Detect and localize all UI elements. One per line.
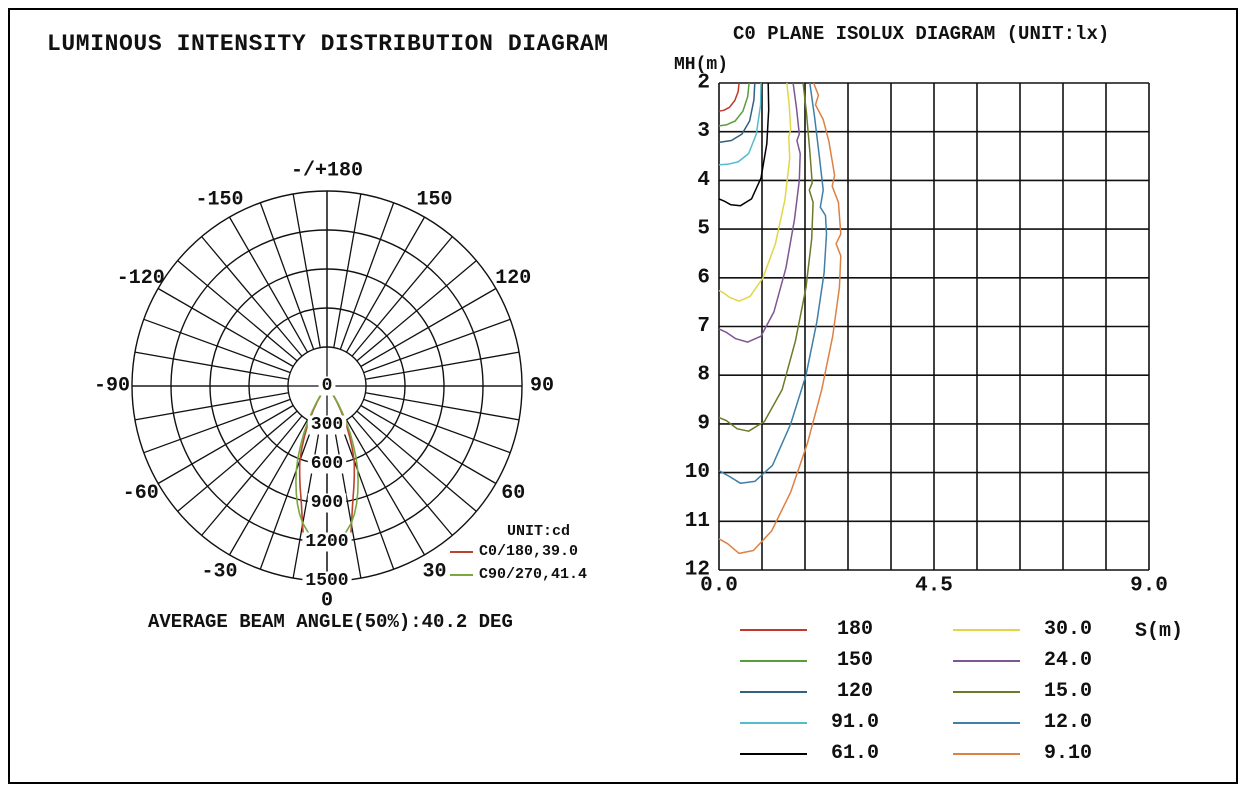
angle-label: -150 xyxy=(195,188,244,212)
polar-legend-label-c0: C0/180,39.0 xyxy=(479,543,579,560)
isolux-y-axis-label: MH(m) xyxy=(674,55,729,75)
angle-label: -90 xyxy=(93,374,131,398)
polar-legend-unit: UNIT:cd xyxy=(507,523,571,540)
isolux-legend-item-15.0 xyxy=(953,680,1116,703)
legend-color-line-c0 xyxy=(450,551,473,553)
polar-spoke xyxy=(144,399,291,452)
ring-label: 1200 xyxy=(305,532,349,552)
isolux-legend-item-12.0 xyxy=(953,711,1116,734)
legend-color-line xyxy=(740,660,807,662)
ring-label: 600 xyxy=(310,454,344,474)
isolux-legend-label: 120 xyxy=(836,680,873,703)
average-beam-angle-note: AVERAGE BEAM ANGLE(50%):40.2 DEG xyxy=(148,611,513,633)
legend-color-line xyxy=(953,753,1020,755)
isolux-legend-label: 150 xyxy=(836,649,873,672)
legend-color-line xyxy=(953,722,1020,724)
isolux-contour-120 xyxy=(719,83,755,142)
x-tick-label: 0.0 xyxy=(700,574,738,598)
angle-label: 90 xyxy=(529,374,555,398)
y-tick-label: 8 xyxy=(697,363,710,387)
angle-label: -30 xyxy=(201,560,238,584)
isolux-contour-150 xyxy=(719,83,749,126)
legend-color-line xyxy=(740,722,807,724)
polar-legend-item-c90 xyxy=(450,566,587,583)
y-tick-label: 10 xyxy=(684,461,710,485)
angle-label: 120 xyxy=(495,267,532,290)
isolux-legend-item-24.0 xyxy=(953,649,1116,672)
polar-spoke xyxy=(364,399,511,452)
ring-label: 1500 xyxy=(305,571,349,591)
polar-spoke xyxy=(365,393,519,420)
y-tick-label: 9 xyxy=(697,412,710,436)
isolux-legend-label: 24.0 xyxy=(1043,649,1092,672)
isolux-legend-item-9.10 xyxy=(953,742,1116,765)
y-tick-label: 3 xyxy=(697,120,710,144)
isolux-legend-item-150 xyxy=(740,649,903,672)
legend-color-line xyxy=(953,691,1020,693)
x-tick-label: 4.5 xyxy=(915,574,953,598)
angle-label: 30 xyxy=(422,560,447,584)
angle-label: -120 xyxy=(116,267,165,290)
polar-legend-label-c90: C90/270,41.4 xyxy=(479,566,588,583)
y-tick-label: 5 xyxy=(697,217,710,241)
polar-spoke xyxy=(340,203,393,350)
ring-label: 900 xyxy=(310,493,344,513)
polar-spoke xyxy=(135,352,289,379)
isolux-legend-label: 61.0 xyxy=(830,742,879,765)
angle-label: 60 xyxy=(501,482,526,505)
isolux-legend-label: 30.0 xyxy=(1043,618,1092,641)
angle-label: 0 xyxy=(320,589,334,613)
isolux-contour-180 xyxy=(719,83,739,111)
legend-color-line xyxy=(953,629,1020,631)
isolux-legend-label: 180 xyxy=(836,618,873,641)
y-tick-label: 2 xyxy=(697,71,710,95)
polar-chart-title: LUMINOUS INTENSITY DISTRIBUTION DIAGRAM xyxy=(47,31,609,57)
y-tick-label: 11 xyxy=(684,509,710,533)
ring-label: 0 xyxy=(321,376,333,396)
polar-spoke xyxy=(334,194,361,348)
polar-spoke xyxy=(364,319,511,372)
polar-spoke xyxy=(365,352,519,379)
isolux-legend-item-61.0 xyxy=(740,742,903,765)
legend-color-line xyxy=(953,660,1020,662)
legend-color-line xyxy=(740,629,807,631)
y-tick-label: 4 xyxy=(697,168,710,192)
x-tick-label: 9.0 xyxy=(1130,574,1168,598)
legend-color-line xyxy=(740,753,807,755)
angle-label: 150 xyxy=(416,188,453,212)
isolux-legend-label: 15.0 xyxy=(1043,680,1092,703)
polar-spoke xyxy=(144,319,291,372)
isolux-contour-24.0 xyxy=(719,83,800,342)
polar-legend-item-c0 xyxy=(450,543,578,560)
y-tick-label: 7 xyxy=(697,315,710,338)
isolux-legend-label: 12.0 xyxy=(1043,711,1092,734)
isolux-legend-label: 9.10 xyxy=(1043,742,1092,765)
y-tick-label: 12 xyxy=(684,558,710,582)
angle-label: -60 xyxy=(122,482,159,505)
ring-label: 300 xyxy=(310,415,344,435)
polar-spoke xyxy=(260,203,313,350)
y-tick-label: 6 xyxy=(697,266,710,290)
isolux-chart-title: C0 PLANE ISOLUX DIAGRAM (UNIT:lx) xyxy=(733,23,1110,45)
polar-spoke xyxy=(135,393,289,420)
angle-label: -/+180 xyxy=(290,159,364,183)
isolux-legend-item-180 xyxy=(740,618,903,641)
isolux-legend-item-91.0 xyxy=(740,711,903,734)
polar-spoke xyxy=(293,194,320,348)
isolux-legend-item-30.0 xyxy=(953,618,1116,641)
legend-color-line xyxy=(740,691,807,693)
isolux-contour-9.10 xyxy=(719,83,841,553)
isolux-x-axis-label: S(m) xyxy=(1135,620,1184,643)
isolux-legend-item-120 xyxy=(740,680,903,703)
isolux-legend-label: 91.0 xyxy=(830,711,879,734)
legend-color-line-c90 xyxy=(450,574,473,576)
